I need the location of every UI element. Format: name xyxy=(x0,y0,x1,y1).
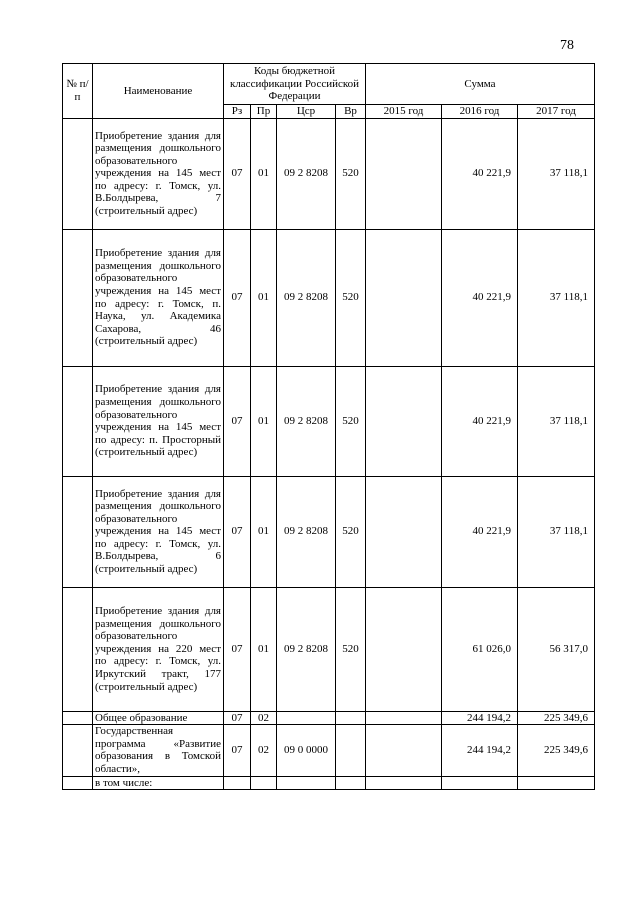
row-num xyxy=(63,776,93,790)
header-pr: Пр xyxy=(251,105,277,119)
row-2016: 40 221,9 xyxy=(442,366,518,476)
row-2015 xyxy=(366,118,442,229)
row-name: в том числе: xyxy=(93,776,224,790)
row-2017: 37 118,1 xyxy=(518,118,595,229)
row-2015 xyxy=(366,587,442,711)
row-csr: 09 2 8208 xyxy=(277,118,336,229)
row-vr: 520 xyxy=(336,118,366,229)
header-num: № п/п xyxy=(63,64,93,119)
row-name: Государственная программа «Развитие образования в Томской области», xyxy=(93,725,224,776)
row-vr: 520 xyxy=(336,587,366,711)
row-pr: 01 xyxy=(251,587,277,711)
table-row xyxy=(63,366,595,476)
row-pr: 01 xyxy=(251,366,277,476)
table-row xyxy=(63,118,595,229)
row-vr: 520 xyxy=(336,366,366,476)
row-rz: 07 xyxy=(224,587,251,711)
header-name: Наименование xyxy=(93,64,224,119)
row-2015 xyxy=(366,711,442,725)
row-2016: 40 221,9 xyxy=(442,118,518,229)
header-2016: 2016 год xyxy=(442,105,518,119)
row-name: Общее образование xyxy=(93,711,224,725)
row-2017: 37 118,1 xyxy=(518,476,595,587)
row-2016 xyxy=(442,776,518,790)
row-2015 xyxy=(366,476,442,587)
row-2016: 40 221,9 xyxy=(442,229,518,366)
row-csr xyxy=(277,776,336,790)
row-name: Приобретение здания для размещения дошкольного образовательного учреждения на 145 мест по адресу: г. Томск, ул. В.Болдырева, 7 (строительный адрес) xyxy=(93,118,224,229)
row-pr: 01 xyxy=(251,229,277,366)
row-csr: 09 0 0000 xyxy=(277,725,336,776)
row-2015 xyxy=(366,776,442,790)
row-num xyxy=(63,725,93,776)
row-rz: 07 xyxy=(224,476,251,587)
row-csr: 09 2 8208 xyxy=(277,366,336,476)
row-2017: 37 118,1 xyxy=(518,229,595,366)
row-csr xyxy=(277,711,336,725)
row-rz xyxy=(224,776,251,790)
row-2016: 244 194,2 xyxy=(442,725,518,776)
row-csr: 09 2 8208 xyxy=(277,229,336,366)
row-rz: 07 xyxy=(224,711,251,725)
table-row xyxy=(63,229,595,366)
row-vr xyxy=(336,725,366,776)
row-2015 xyxy=(366,229,442,366)
header-2015: 2015 год xyxy=(366,105,442,119)
table-row-program xyxy=(63,725,595,776)
row-num xyxy=(63,118,93,229)
row-name: Приобретение здания для размещения дошкольного образовательного учреждения на 145 мест по адресу: г. Томск, ул. В.Болдырева, 6 (строительный адрес) xyxy=(93,476,224,587)
row-num xyxy=(63,711,93,725)
header-2017: 2017 год xyxy=(518,105,595,119)
row-num xyxy=(63,587,93,711)
row-num xyxy=(63,476,93,587)
row-num xyxy=(63,229,93,366)
header-codes: Коды бюджетной классификации Российской Федерации xyxy=(224,64,366,105)
row-vr: 520 xyxy=(336,476,366,587)
row-name: Приобретение здания для размещения дошкольного образовательного учреждения на 145 мест по адресу: п. Просторный (строительный адрес) xyxy=(93,366,224,476)
header-csr: Цср xyxy=(277,105,336,119)
table-row-subtotal xyxy=(63,711,595,725)
row-csr: 09 2 8208 xyxy=(277,587,336,711)
row-name: Приобретение здания для размещения дошкольного образовательного учреждения на 220 мест по адресу: г. Томск, ул. Иркутский тракт, 177 (строительный адрес) xyxy=(93,587,224,711)
row-vr xyxy=(336,776,366,790)
row-2017: 225 349,6 xyxy=(518,711,595,725)
row-2016: 244 194,2 xyxy=(442,711,518,725)
row-num xyxy=(63,366,93,476)
row-rz: 07 xyxy=(224,366,251,476)
row-name: Приобретение здания для размещения дошкольного образовательного учреждения на 145 мест по адресу: г. Томск, п. Наука, ул. Академика Сахарова, 46 (строительный адрес) xyxy=(93,229,224,366)
row-2016: 40 221,9 xyxy=(442,476,518,587)
table-row xyxy=(63,587,595,711)
budget-table xyxy=(62,63,595,790)
row-2017: 37 118,1 xyxy=(518,366,595,476)
row-2015 xyxy=(366,725,442,776)
row-vr: 520 xyxy=(336,229,366,366)
row-2016: 61 026,0 xyxy=(442,587,518,711)
row-2017: 56 317,0 xyxy=(518,587,595,711)
row-rz: 07 xyxy=(224,229,251,366)
row-pr: 02 xyxy=(251,711,277,725)
row-pr: 01 xyxy=(251,476,277,587)
table-row xyxy=(63,776,595,790)
row-2015 xyxy=(366,366,442,476)
row-rz: 07 xyxy=(224,725,251,776)
header-rz: Рз xyxy=(224,105,251,119)
row-csr: 09 2 8208 xyxy=(277,476,336,587)
row-pr: 02 xyxy=(251,725,277,776)
page-number: 78 xyxy=(560,38,574,53)
header-vr: Вр xyxy=(336,105,366,119)
row-vr xyxy=(336,711,366,725)
row-pr: 01 xyxy=(251,118,277,229)
table-row xyxy=(63,476,595,587)
row-2017 xyxy=(518,776,595,790)
header-sum: Сумма xyxy=(366,64,595,105)
row-pr xyxy=(251,776,277,790)
row-2017: 225 349,6 xyxy=(518,725,595,776)
row-rz: 07 xyxy=(224,118,251,229)
